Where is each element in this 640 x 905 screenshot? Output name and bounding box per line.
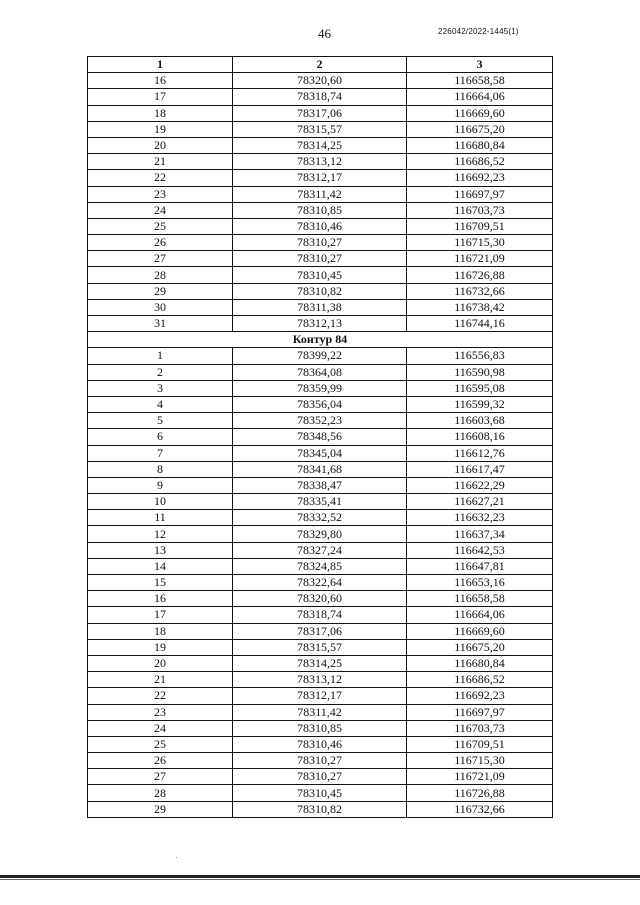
x-coordinate-cell: 78312,17 [233,688,407,704]
x-coordinate-cell: 78313,12 [233,672,407,688]
y-coordinate-cell: 116612,76 [407,445,553,461]
x-coordinate-cell: 78310,82 [233,283,407,299]
y-coordinate-cell: 116669,60 [407,623,553,639]
point-number-cell: 3 [88,380,233,396]
table-row [88,89,553,105]
y-coordinate-cell: 116726,88 [407,267,553,283]
y-coordinate-cell: 116738,42 [407,299,553,315]
table-row [88,672,553,688]
x-coordinate-cell: 78327,24 [233,542,407,558]
point-number-cell: 28 [88,785,233,801]
point-number-cell: 16 [88,591,233,607]
y-coordinate-cell: 116669,60 [407,105,553,121]
x-coordinate-cell: 78322,64 [233,575,407,591]
point-number-cell: 4 [88,396,233,412]
table-row [88,396,553,412]
y-coordinate-cell: 116590,98 [407,364,553,380]
table-row [88,105,553,121]
scan-speck [176,857,177,858]
x-coordinate-cell: 78345,04 [233,445,407,461]
y-coordinate-cell: 116647,81 [407,558,553,574]
table-row [88,736,553,752]
y-coordinate-cell: 116617,47 [407,461,553,477]
y-coordinate-cell: 116664,06 [407,607,553,623]
point-number-cell: 28 [88,267,233,283]
x-coordinate-cell: 78310,46 [233,736,407,752]
table-row [88,639,553,655]
y-coordinate-cell: 116703,73 [407,720,553,736]
table-body-part2 [88,348,553,817]
table-row [88,154,553,170]
point-number-cell: 23 [88,704,233,720]
point-number-cell: 19 [88,639,233,655]
x-coordinate-cell: 78310,82 [233,801,407,817]
table-row [88,494,553,510]
table-row [88,558,553,574]
point-number-cell: 14 [88,558,233,574]
table-row [88,655,553,671]
y-coordinate-cell: 116627,21 [407,494,553,510]
table-row [88,316,553,332]
y-coordinate-cell: 116692,23 [407,688,553,704]
x-coordinate-cell: 78310,27 [233,769,407,785]
x-coordinate-cell: 78320,60 [233,591,407,607]
y-coordinate-cell: 116642,53 [407,542,553,558]
bottom-border [0,875,640,878]
point-number-cell: 13 [88,542,233,558]
x-coordinate-cell: 78348,56 [233,429,407,445]
y-coordinate-cell: 116608,16 [407,429,553,445]
table-row [88,688,553,704]
point-number-cell: 12 [88,526,233,542]
table-row [88,429,553,445]
point-number-cell: 25 [88,218,233,234]
x-coordinate-cell: 78317,06 [233,623,407,639]
section-divider [88,332,553,348]
x-coordinate-cell: 78313,12 [233,154,407,170]
x-coordinate-cell: 78364,08 [233,364,407,380]
point-number-cell: 20 [88,655,233,671]
y-coordinate-cell: 116744,16 [407,316,553,332]
y-coordinate-cell: 116658,58 [407,73,553,89]
x-coordinate-cell: 78310,27 [233,753,407,769]
point-number-cell: 10 [88,494,233,510]
y-coordinate-cell: 116680,84 [407,137,553,153]
y-coordinate-cell: 116709,51 [407,218,553,234]
table-row [88,202,553,218]
point-number-cell: 17 [88,607,233,623]
x-coordinate-cell: 78310,85 [233,720,407,736]
x-coordinate-cell: 78314,25 [233,655,407,671]
point-number-cell: 29 [88,801,233,817]
x-coordinate-cell: 78315,57 [233,121,407,137]
table-row [88,364,553,380]
point-number-cell: 8 [88,461,233,477]
x-coordinate-cell: 78335,41 [233,494,407,510]
point-number-cell: 1 [88,348,233,364]
x-coordinate-cell: 78324,85 [233,558,407,574]
y-coordinate-cell: 116632,23 [407,510,553,526]
table-row [88,73,553,89]
point-number-cell: 16 [88,73,233,89]
point-number-cell: 5 [88,413,233,429]
point-number-cell: 18 [88,105,233,121]
x-coordinate-cell: 78317,06 [233,105,407,121]
x-coordinate-cell: 78310,27 [233,235,407,251]
x-coordinate-cell: 78399,22 [233,348,407,364]
table-row [88,186,553,202]
point-number-cell: 21 [88,672,233,688]
point-number-cell: 30 [88,299,233,315]
document-id: 226042/2022-1445(1) [438,27,519,36]
point-number-cell: 24 [88,202,233,218]
column-header-point-number: 1 [88,57,233,73]
point-number-cell: 22 [88,170,233,186]
point-number-cell: 25 [88,736,233,752]
section-row [88,332,553,348]
y-coordinate-cell: 116726,88 [407,785,553,801]
table-row [88,170,553,186]
x-coordinate-cell: 78311,38 [233,299,407,315]
y-coordinate-cell: 116622,29 [407,477,553,493]
x-coordinate-cell: 78341,68 [233,461,407,477]
table-row [88,445,553,461]
y-coordinate-cell: 116732,66 [407,283,553,299]
x-coordinate-cell: 78312,13 [233,316,407,332]
table-row [88,380,553,396]
y-coordinate-cell: 116721,09 [407,251,553,267]
table-row [88,267,553,283]
x-coordinate-cell: 78318,74 [233,89,407,105]
y-coordinate-cell: 116692,23 [407,170,553,186]
point-number-cell: 18 [88,623,233,639]
table-row [88,251,553,267]
point-number-cell: 27 [88,251,233,267]
point-number-cell: 15 [88,575,233,591]
y-coordinate-cell: 116680,84 [407,655,553,671]
x-coordinate-cell: 78310,45 [233,785,407,801]
bottom-border-thin [0,879,640,880]
y-coordinate-cell: 116709,51 [407,736,553,752]
point-number-cell: 26 [88,235,233,251]
y-coordinate-cell: 116721,09 [407,769,553,785]
y-coordinate-cell: 116703,73 [407,202,553,218]
point-number-cell: 24 [88,720,233,736]
point-number-cell: 17 [88,89,233,105]
y-coordinate-cell: 116686,52 [407,672,553,688]
table-row [88,623,553,639]
x-coordinate-cell: 78359,99 [233,380,407,396]
x-coordinate-cell: 78311,42 [233,186,407,202]
column-header-x: 2 [233,57,407,73]
table-row [88,591,553,607]
point-number-cell: 27 [88,769,233,785]
y-coordinate-cell: 116664,06 [407,89,553,105]
y-coordinate-cell: 116603,68 [407,413,553,429]
y-coordinate-cell: 116595,08 [407,380,553,396]
table-row [88,121,553,137]
x-coordinate-cell: 78311,42 [233,704,407,720]
y-coordinate-cell: 116732,66 [407,801,553,817]
y-coordinate-cell: 116658,58 [407,591,553,607]
point-number-cell: 6 [88,429,233,445]
y-coordinate-cell: 116715,30 [407,235,553,251]
table-row [88,542,553,558]
y-coordinate-cell: 116556,83 [407,348,553,364]
table-row [88,801,553,817]
table-row [88,283,553,299]
table-row [88,477,553,493]
y-coordinate-cell: 116697,97 [407,704,553,720]
table-row [88,510,553,526]
y-coordinate-cell: 116599,32 [407,396,553,412]
y-coordinate-cell: 116715,30 [407,753,553,769]
x-coordinate-cell: 78356,04 [233,396,407,412]
x-coordinate-cell: 78315,57 [233,639,407,655]
table-row [88,720,553,736]
y-coordinate-cell: 116697,97 [407,186,553,202]
table-row [88,769,553,785]
coordinates-table [87,56,553,818]
section-title: Контур 84 [88,332,553,348]
point-number-cell: 2 [88,364,233,380]
table-row [88,218,553,234]
table-row [88,413,553,429]
x-coordinate-cell: 78338,47 [233,477,407,493]
y-coordinate-cell: 116686,52 [407,154,553,170]
y-coordinate-cell: 116653,16 [407,575,553,591]
x-coordinate-cell: 78310,46 [233,218,407,234]
table-row [88,704,553,720]
table-body-part1 [88,73,553,332]
y-coordinate-cell: 116637,34 [407,526,553,542]
table-header [88,57,553,73]
x-coordinate-cell: 78332,52 [233,510,407,526]
table-row [88,299,553,315]
x-coordinate-cell: 78320,60 [233,73,407,89]
x-coordinate-cell: 78314,25 [233,137,407,153]
x-coordinate-cell: 78312,17 [233,170,407,186]
point-number-cell: 11 [88,510,233,526]
table-row [88,785,553,801]
point-number-cell: 26 [88,753,233,769]
point-number-cell: 29 [88,283,233,299]
table-row [88,348,553,364]
x-coordinate-cell: 78310,85 [233,202,407,218]
point-number-cell: 22 [88,688,233,704]
table-row [88,575,553,591]
point-number-cell: 19 [88,121,233,137]
table-row [88,526,553,542]
column-header-y: 3 [407,57,553,73]
table-row [88,137,553,153]
point-number-cell: 23 [88,186,233,202]
point-number-cell: 9 [88,477,233,493]
page-number: 46 [318,26,331,41]
header-row [88,57,553,73]
x-coordinate-cell: 78352,23 [233,413,407,429]
table-row [88,461,553,477]
x-coordinate-cell: 78310,45 [233,267,407,283]
x-coordinate-cell: 78329,80 [233,526,407,542]
table-row [88,235,553,251]
y-coordinate-cell: 116675,20 [407,639,553,655]
table-row [88,607,553,623]
y-coordinate-cell: 116675,20 [407,121,553,137]
table-row [88,753,553,769]
x-coordinate-cell: 78318,74 [233,607,407,623]
point-number-cell: 31 [88,316,233,332]
x-coordinate-cell: 78310,27 [233,251,407,267]
point-number-cell: 20 [88,137,233,153]
point-number-cell: 7 [88,445,233,461]
point-number-cell: 21 [88,154,233,170]
